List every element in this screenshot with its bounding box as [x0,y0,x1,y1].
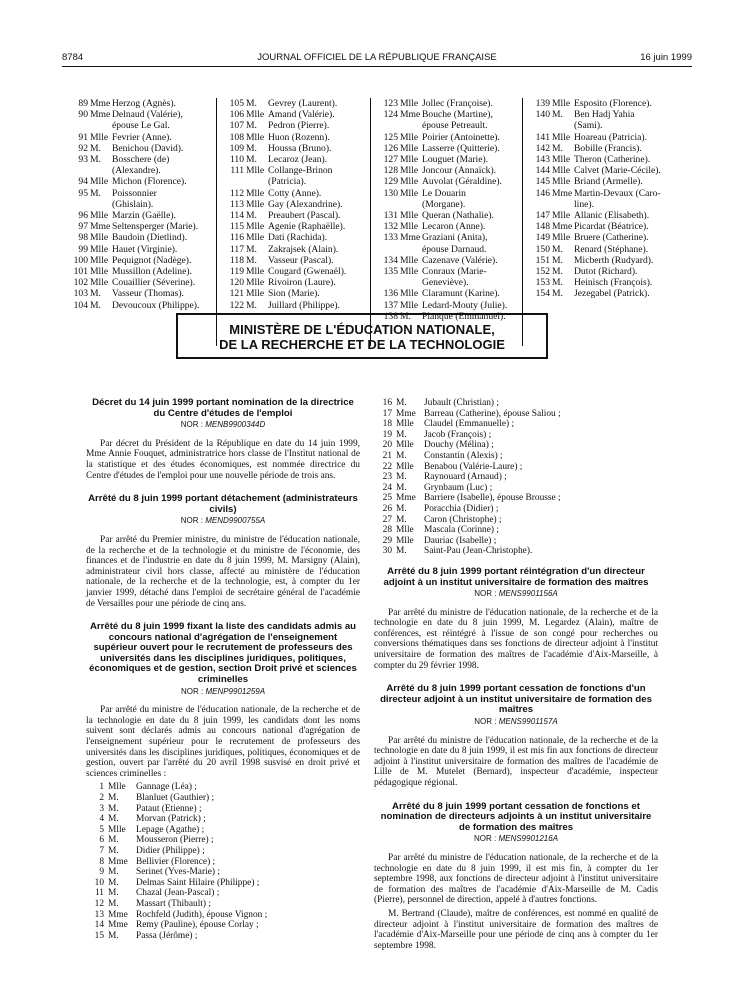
admitted-list-column [376,98,522,322]
arrete-agregation-body: Par arrêté du ministre de l'éducation nationale, de la recherche et de la technologie en date du 8 juin 1999, les candidats dont les noms suivent sont déclarés admis au concours national d'agrégation de l'enseignement supérieur pour le recrutement de professeurs des universités dans les disciplines juridiques, politiques, économiques et de gestion, ouvert par l'arrêté du 20 avril 1998 susvisé en droit privé et sciences criminelles : [86,705,360,779]
list-item: 90 Mme Delnaud (Valérie), [78,109,183,121]
list-item: 145 Mlle Briand (Armelle). [535,176,643,188]
list-item: 100 Mlle Pequignot (Nadège). [73,254,192,266]
candidate-row: 24 M. Grynbaum (Luc) ; [382,482,493,493]
candidate-row: 5 Mlle Lepage (Agathe) ; [99,824,205,835]
list-item: 121 Mlle Sion (Marie). [229,288,320,300]
list-item: 113 Mlle Gay (Alexandrine). [229,198,343,210]
list-item: 142 M. Bobille (Francis). [535,142,642,154]
candidate-row: 21 M. Constantin (Alexis) ; [382,450,503,461]
list-item: 117 M. Zakrajsek (Alain). [229,243,339,255]
list-item: 111 Mlle Collange-Brinon [230,165,333,177]
arrete-reintegration-body: Par arrêté du ministre de l'éducation nationale, de la recherche et de la technologie en date du 8 juin 1999, M. Legardez (Alain), maître de conférences, est réintégré à l'issue de son congé pour recherches ou conversions thématiques dans ses fonctions de directeur adjoint à l'institut universitaire de formation des maîtres de l'académie d'Aix-Marseille, à compter du 29 février 1998. [374,607,658,671]
list-item: 131 Mlle Queran (Nathalie). [383,210,494,222]
candidate-row: 11 M. Chazal (Jean-Pascal) ; [94,888,220,899]
admitted-list-column [66,98,214,311]
issue-date: 16 juin 1999 [640,52,692,63]
list-item-continuation: Geneviève). [422,277,469,289]
journal-title: JOURNAL OFFICIEL DE LA RÉPUBLIQUE FRANÇAISE [257,52,497,63]
arrete-reintegration-nor: NOR : MENS9901156A [474,589,558,599]
decree-body: Par décret du Président de la République en date du 14 juin 1999, Mme Annie Fouquet, administratrice hors classe de l'Institut national de la statistique et des études économiques, est nommée directrice du Centre d'études de l'emploi pour une nouvelle période de trois ans. [86,438,360,481]
candidate-row: 23 M. Raynouard (Arnaud) ; [382,472,507,483]
list-item: 141 Mlle Hoareau (Patricia). [535,131,647,143]
arrete-nomination-body: Par arrêté du ministre de l'éducation nationale, de la recherche et de la technologie en date du 8 juin 1999, il est mis fin, à compter du 1er septembre 1998, aux fonctions de directeur adjoint à l'institut universitaire de formation des maîtres de l'académie d'Aix-Marseille de M. Cadis (Pierre), personnel de direction, appelé à d'autres fonctions. [374,852,658,906]
list-item: 123 Mlle Jollec (Françoise). [383,98,493,109]
list-item: 114 M. Preaubert (Pascal). [229,210,341,222]
list-item: 140 M. Ben Hadj Yahia [535,109,635,121]
list-item: 103 M. Vasseur (Thomas). [73,288,184,300]
list-item: 138 M. Planque (Emmanuel). [383,310,506,322]
candidate-row: 4 M. Morvan (Patrick) ; [99,814,206,825]
list-item: 120 Mlle Rivoiron (Laure). [229,277,336,289]
candidate-row: 27 M. Caron (Christophe) ; [382,514,502,525]
arrete-detachement-title: Arrêté du 8 juin 1999 portant détachement (administrateurs civils) [88,493,358,515]
list-item: 126 Mlle Lasserre (Quitterie). [383,142,500,154]
candidate-row: 16 M. Jubault (Christian) ; [382,398,499,408]
list-item: 132 Mlle Lecaron (Anne). [383,221,486,233]
candidate-row: 8 Mme Bellivier (Florence) ; [99,856,216,867]
list-item: 151 M. Micberth (Rudyard). [535,254,654,266]
candidate-row: 17 Mme Barreau (Catherine), épouse Saliou ; [382,408,561,419]
list-item: 136 Mlle Claramunt (Karine). [383,288,500,300]
list-item: 95 M. Poissonnier [78,187,157,199]
list-item: 93 M. Bosschere (de) [78,154,170,166]
list-item: 133 Mme Graziani (Anita), [383,232,488,244]
arrete-agregation-title: Arrêté du 8 juin 1999 fixant la liste des candidats admis au concours national d'agrégation de l'enseignement supérieur ouvert pour le recrutement de professeurs des universités dans les disciplines juridiques, politiques, économiques et de gestion, section Droit privé et sciences criminelles [89,621,357,686]
candidate-row: 29 Mlle Dauriac (Isabelle) ; [382,535,497,546]
list-item: 104 M. Devoucoux (Philippe). [73,299,200,311]
arrete-cessation-nor: NOR : MENS9901157A [474,717,558,727]
arrete-reintegration-title: Arrêté du 8 juin 1999 portant réintégration d'un directeur adjoint à un institut universitaire de formation des maîtres [383,565,649,588]
candidate-row: 20 Mlle Douchy (Mélina) ; [382,440,494,451]
list-item: 147 Mlle Allanic (Elisabeth). [535,210,650,222]
page-number: 8784 [62,52,84,63]
list-item-continuation: (Morgane). [422,198,466,210]
list-item: 97 Mme Seltensperger (Marie). [78,221,199,233]
list-item: 110 M. Lecaroz (Jean). [229,154,328,166]
list-item: 105 M. Gevrey (Laurent). [229,98,338,109]
list-item: 109 M. Houssa (Bruno). [229,142,332,154]
decree-title: Décret du 14 juin 1999 portant nomination de la directrice du Centre d'études de l'emploi [92,397,354,419]
list-item-continuation: épouse Darnaud. [422,243,487,255]
arrete-detachement-body: Par arrêté du Premier ministre, du ministre de l'éducation nationale, de la recherche et de la technologie et du ministre de l'économie, des finances et de l'industrie en date du 8 juin 1999, M. Marsigny (Alain), administrateur civil hors classe, affecté au ministère de l'éducation nationale, de la recherche et de la technologie, est, à compter du 1er janvier 1999, détaché dans l'emploi de secrétaire général de l'académie de Versailles pour une période de cinq ans. [86,534,360,609]
list-item-continuation: (Patricia). [268,176,307,188]
list-item: 144 Mlle Calvet (Marie-Cécile). [535,165,661,177]
list-item: 115 Mlle Agenie (Raphaëlle). [229,221,346,233]
ministry-heading-box [176,310,548,359]
list-item: 116 Mlle Dati (Rachida). [229,232,328,244]
list-item: 128 Mlle Joncour (Annaïck). [383,165,497,177]
candidate-row: 7 M. Didier (Philippe) ; [99,845,205,856]
ministry-heading-line2: DE LA RECHERCHE ET DE LA TECHNOLOGIE [219,337,505,352]
page-header [62,52,692,66]
list-item: 125 Mlle Poirier (Antoinette). [383,131,500,143]
list-item: 118 M. Vasseur (Pascal). [229,254,334,266]
arrete-agregation-nor: NOR : MENP9901259A [180,686,266,696]
candidate-row: 14 Mme Remy (Pauline), épouse Corlay ; [94,920,259,931]
candidate-row: 9 M. Serinet (Yves-Marie) ; [99,867,220,878]
candidate-row: 30 M. Saint-Pau (Jean-Christophe). [382,546,533,557]
list-item: 108 Mlle Huon (Rozenn). [229,131,330,143]
arrete-cessation-body: Par arrêté du ministre de l'éducation nationale, de la recherche et de la technologie en date du 8 juin 1999, il est mis fin aux fonctions de directeur adjoint à l'institut universitaire de formation des maîtres de l'académie de Lille de M. Mutelet (Bernard), inspecteur d'académie, inspecteur pédagogique régional. [374,735,658,788]
list-item: 99 Mlle Hauet (Virginie). [78,243,178,255]
column-divider [522,98,523,346]
decree-nor: NOR : MENB9900344D [180,420,266,430]
list-item: 89 Mme Herzog (Agnès). [78,98,176,109]
list-item-continuation: épouse Petreault. [422,120,488,132]
candidate-row: 1 Mlle Gannage (Léa) ; [99,782,197,793]
list-item: 94 Mlle Michon (Florence). [78,176,187,188]
arrete-nomination-title: Arrêté du 8 juin 1999 portant cessation de fonctions et nomination de directeurs adjoints à un institut universitaire de formation des maîtres [380,800,652,833]
list-item: 137 Mlle Ledard-Mouty (Julie). [383,299,508,311]
list-item-continuation: (Sami). [574,120,603,132]
list-item: 152 M. Dutot (Richard). [535,266,638,278]
list-item: 106 Mlle Amand (Valérie). [229,109,335,121]
candidate-list [86,782,360,941]
candidate-row: 25 Mme Barriere (Isabelle), épouse Brousse ; [382,493,561,504]
arrete-nomination-nor: NOR : MENS9901216A [473,834,559,844]
arrete-cessation-title: Arrêté du 8 juin 1999 portant cessation de fonctions d'un directeur adjoint à un institut universitaire de formation des maîtres [380,683,652,716]
candidate-row: 26 M. Poracchia (Didier) ; [382,503,499,514]
candidate-row: 19 M. Jacob (François) ; [382,429,492,440]
list-item-continuation: (Alexandre). [112,165,161,177]
candidate-row: 28 Mlle Mascala (Corinne) ; [382,525,499,536]
candidate-row: 2 M. Blanluet (Gauthier) ; [99,793,215,803]
list-item: 154 M. Jezegabel (Patrick). [535,288,650,300]
list-item: 148 Mme Picardat (Béatrice). [535,221,649,233]
list-item: 135 Mlle Conraux (Marie- [383,266,487,278]
list-item: 153 M. Heinisch (François). [535,277,653,289]
candidate-row: 22 Mlle Benabou (Valérie-Laure) ; [382,461,523,472]
list-item: 146 Mme Martin-Devaux (Caro- [535,187,661,199]
list-item: 107 M. Pedron (Pierre). [229,120,330,132]
list-item: 129 Mlle Auvolat (Géraldine). [383,176,502,188]
candidate-row: 3 M. Pataut (Etienne) ; [99,803,202,814]
list-item: 101 Mlle Mussillon (Adeline). [73,266,192,278]
candidate-row: 15 M. Passa (Jérôme) ; [94,930,198,941]
list-item: 92 M. Benichou (David). [78,142,184,154]
list-item: 149 Mlle Bruere (Catherine). [535,232,649,244]
ministry-heading-line1: MINISTÈRE DE L'ÉDUCATION NATIONALE, [229,322,495,337]
arrete-nomination-body-2: M. Bertrand (Claude), maître de conférences, est nommé en qualité de directeur adjoint à l'institut universitaire de formation des maîtres de l'académie d'Aix-Marseille pour une période de cinq ans à compter du 1er septembre 1998. [374,908,658,951]
header-rule [62,66,692,67]
candidate-row: 12 M. Massart (Thibault) ; [94,898,211,909]
list-item: 112 Mlle Cotty (Anne). [229,187,322,199]
candidate-row: 13 Mme Rochfeld (Judith), épouse Vignon ; [94,909,268,920]
left-column [86,398,360,941]
candidate-row: 10 M. Delmas Saint Hilaire (Philippe) ; [94,877,260,888]
arrete-detachement-nor: NOR : MEND9900755A [180,516,266,526]
list-item-continuation: épouse Le Gal. [112,120,170,132]
candidate-row: 18 Mlle Claudel (Emmanuelle) ; [382,419,515,430]
list-item-continuation: (Ghislain). [112,198,154,210]
list-item: 122 M. Juillard (Philippe). [229,299,340,311]
admitted-list-column [222,98,370,311]
list-item: 91 Mlle Fevrier (Anne). [78,131,172,143]
list-item: 102 Mlle Couaillier (Séverine). [73,277,196,289]
list-item: 134 Mlle Cazenave (Valérie). [383,254,498,266]
list-item: 98 Mlle Baudoin (Dietlind). [78,232,188,244]
list-item: 124 Mme Bouche (Martine), [383,109,493,121]
candidate-list-continued [374,398,658,557]
column-divider [216,98,217,346]
list-item: 96 Mlle Marzin (Gaëlle). [78,210,176,222]
list-item: 127 Mlle Louguet (Marie). [383,154,489,166]
list-item-continuation: line). [574,198,594,210]
list-item: 130 Mlle Le Douarin [383,187,466,199]
column-divider [370,98,371,346]
list-item: 143 Mlle Theron (Catherine). [535,154,651,166]
right-column [374,398,658,954]
list-item: 150 M. Renard (Stéphane). [535,243,649,255]
list-item: 119 Mlle Cougard (Gwenaël). [229,266,347,278]
list-item: 139 Mlle Esposito (Florence). [535,98,652,109]
candidate-row: 6 M. Mousseron (Pierre) ; [99,835,214,846]
admitted-list-column [528,98,678,300]
